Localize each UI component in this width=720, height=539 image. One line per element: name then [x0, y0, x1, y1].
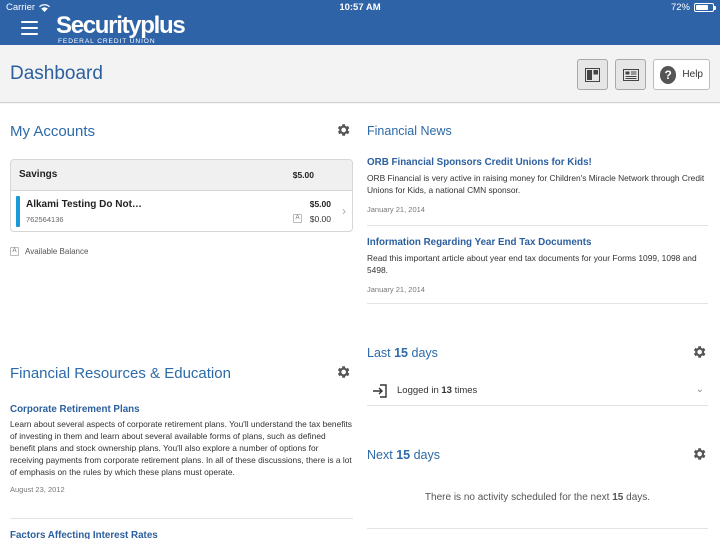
page-title: Dashboard — [10, 63, 103, 84]
account-number: 762564136 — [26, 215, 64, 224]
newspaper-icon — [623, 69, 639, 81]
dashboard-content — [0, 104, 720, 539]
status-time: 10:57 AM — [339, 2, 381, 13]
last-days-settings-gear-icon[interactable] — [691, 344, 707, 360]
account-group-header — [11, 160, 352, 191]
next-days-number: 15 — [396, 448, 411, 462]
news-item — [367, 156, 708, 226]
no-activity-suffix: days. — [623, 492, 651, 503]
logo-sub-text: FEDERAL CREDIT UNION — [58, 38, 156, 45]
securityplus-logo — [56, 14, 184, 45]
question-mark-icon: ? — [660, 66, 676, 84]
resource-date: August 23, 2012 — [10, 485, 65, 494]
login-activity-text — [397, 385, 477, 396]
legend-label: Available Balance — [25, 247, 89, 256]
app-header — [0, 0, 720, 45]
resource-title-link[interactable]: Factors Affecting Interest Rates — [10, 530, 158, 539]
next-days-title — [367, 448, 440, 462]
layout-toggle-button[interactable] — [577, 59, 608, 90]
news-date: January 21, 2014 — [367, 285, 425, 294]
available-balance-legend — [10, 247, 88, 256]
last-days-title — [367, 346, 438, 360]
dashboard-titlebar — [0, 45, 720, 103]
battery-percent: 72% — [670, 2, 690, 13]
account-group-name: Savings — [19, 169, 58, 180]
next-days-settings-gear-icon[interactable] — [691, 446, 707, 462]
resource-item — [10, 529, 353, 539]
logged-suffix: times — [451, 385, 478, 396]
news-date: January 21, 2014 — [367, 205, 425, 214]
logo-main-text: Securityplus — [56, 12, 185, 39]
resources-settings-gear-icon[interactable] — [335, 364, 351, 380]
account-accent-bar — [16, 196, 20, 227]
no-activity-prefix: There is no activity scheduled for the next — [424, 492, 613, 503]
right-column — [367, 104, 710, 539]
accounts-settings-gear-icon[interactable] — [335, 122, 351, 138]
battery-icon — [694, 3, 714, 12]
last-days-number: 15 — [394, 346, 409, 360]
resource-divider — [10, 518, 353, 519]
resource-title-link[interactable]: Corporate Retirement Plans — [10, 404, 140, 415]
news-view-button[interactable] — [615, 59, 646, 90]
login-activity-row[interactable] — [367, 376, 708, 406]
resource-body: Learn about several aspects of corporate retirement plans. You'll understand the tax benefits of investing in them and learn about several available forms of plans, such as defined benefit plans and stock ownership plans. You'll also explore a number of options for receiving payments from corporate retirement plans. In all of these discussions, there is a lot of emphasis on the rules by which these plans must operate. — [10, 419, 352, 477]
logged-prefix: Logged in — [397, 385, 442, 396]
resources-title: Financial Resources & Education — [10, 365, 231, 382]
account-available-balance: $0.00 — [309, 214, 331, 224]
resource-item — [10, 403, 353, 494]
news-item — [367, 236, 708, 304]
chevron-right-icon: › — [342, 204, 346, 218]
layout-icon — [585, 68, 600, 82]
hamburger-menu-icon[interactable] — [21, 21, 38, 35]
financial-news-title: Financial News — [367, 124, 452, 138]
no-activity-message — [367, 492, 708, 503]
left-column — [10, 104, 353, 539]
no-activity-number: 15 — [612, 492, 624, 503]
account-balance: $5.00 — [309, 199, 331, 209]
next-days-divider — [367, 528, 708, 529]
next-days-prefix: Next — [367, 448, 397, 462]
last-days-suffix: days — [408, 346, 438, 360]
chevron-down-icon: ⌄ — [695, 384, 704, 395]
account-name: Alkami Testing Do Not… — [26, 199, 142, 210]
login-icon — [372, 384, 388, 398]
next-days-suffix: days — [410, 448, 440, 462]
help-button[interactable] — [653, 59, 710, 90]
logged-count: 13 — [441, 385, 452, 396]
news-body: ORB Financial is very active in raising money for Children's Miracle Network through Credit Unions for Kids, a national CMN sponsor. — [367, 173, 705, 195]
last-days-prefix: Last — [367, 346, 395, 360]
carrier-label: Carrier — [6, 2, 36, 13]
my-accounts-title: My Accounts — [10, 123, 96, 140]
help-label: Help — [682, 69, 703, 80]
available-badge-icon: A — [293, 214, 302, 223]
legend-badge-icon: A — [10, 247, 19, 256]
account-row[interactable] — [11, 191, 352, 232]
account-group-total: $5.00 — [292, 170, 314, 180]
news-title-link[interactable]: Information Regarding Year End Tax Documents — [367, 237, 592, 248]
accounts-card — [10, 159, 353, 232]
news-title-link[interactable]: ORB Financial Sponsors Credit Unions for Kids! — [367, 157, 592, 168]
battery-fill — [696, 5, 708, 10]
battery-info — [671, 2, 714, 13]
news-body: Read this important article about year end tax documents for your Forms 1099, 1098 and 5498. — [367, 253, 697, 275]
